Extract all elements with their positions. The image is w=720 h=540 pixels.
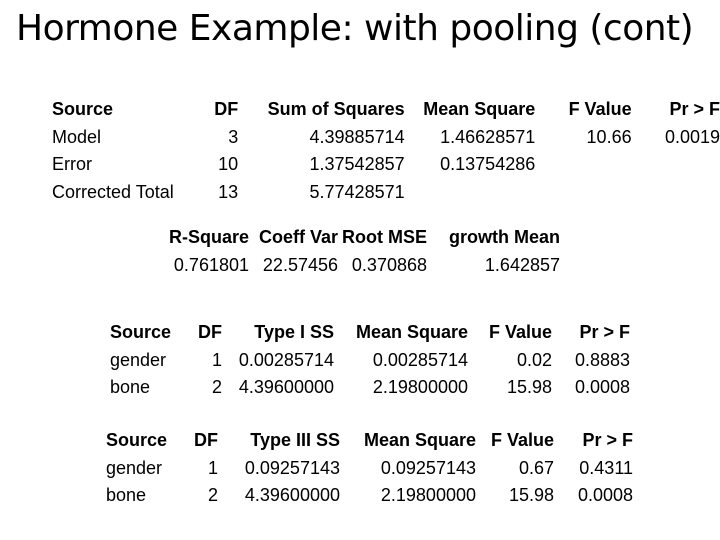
- table-row: [106, 482, 633, 510]
- table-cell: 2.19800000: [372, 377, 468, 398]
- table-cell: 0.0019: [664, 126, 720, 147]
- column-header: R-Square: [168, 227, 249, 248]
- table-cell: 3: [228, 126, 239, 147]
- table-cell: gender: [106, 457, 163, 478]
- table-cell: 0.761801: [173, 254, 249, 275]
- table-header-row: [110, 319, 630, 347]
- table-cell: 4.39600000: [238, 377, 334, 398]
- table-cell: 1: [211, 349, 222, 370]
- column-header: Mean Square: [355, 322, 468, 343]
- table-cell: 2.19800000: [380, 485, 476, 506]
- table-cell: 0.02: [516, 349, 552, 370]
- table-cell: 15.98: [506, 377, 552, 398]
- table-cell: 0.8883: [574, 349, 630, 370]
- table-cell: 10: [218, 154, 239, 175]
- column-header: Type I SS: [254, 322, 334, 343]
- fit-statistics-table: [160, 224, 560, 279]
- table-header-row: [160, 224, 560, 252]
- table-cell: 1.46628571: [440, 126, 536, 147]
- table-cell: 2: [207, 485, 218, 506]
- table-cell: 2: [211, 377, 222, 398]
- column-header: growth Mean: [449, 227, 560, 248]
- anova-table: [52, 96, 720, 206]
- table-cell: Corrected Total: [52, 181, 174, 202]
- column-header: Source: [106, 430, 168, 451]
- table-cell: [632, 179, 720, 207]
- type-iii-ss-table: [106, 427, 633, 510]
- table-cell: 0.67: [518, 457, 554, 478]
- column-header: F Value: [490, 430, 554, 451]
- column-header: Mean Square: [423, 99, 536, 120]
- table-cell: Error: [52, 154, 92, 175]
- column-header: DF: [194, 430, 218, 451]
- column-header: Root MSE: [342, 227, 427, 248]
- table-cell: 1.37542857: [309, 154, 405, 175]
- column-header: DF: [214, 99, 239, 120]
- table-cell: 13: [218, 181, 239, 202]
- table-cell: 22.57456: [262, 254, 338, 275]
- column-header: Pr > F: [579, 322, 630, 343]
- table-cell: bone: [106, 485, 147, 506]
- table-cell: 0.0008: [574, 377, 630, 398]
- table-cell: bone: [110, 377, 151, 398]
- table-cell: 0.09257143: [244, 457, 340, 478]
- column-header: Pr > F: [582, 430, 633, 451]
- table-cell: 0.370868: [351, 254, 427, 275]
- table-cell: 1.642857: [484, 254, 560, 275]
- table-row: [52, 151, 720, 179]
- column-header: Type III SS: [250, 430, 340, 451]
- table-cell: 1: [207, 457, 218, 478]
- column-header: Source: [52, 99, 114, 120]
- table-cell: [405, 179, 536, 207]
- table-cell: 5.77428571: [309, 181, 405, 202]
- column-header: DF: [198, 322, 222, 343]
- table-cell: Model: [52, 126, 102, 147]
- column-header: F Value: [568, 99, 632, 120]
- table-row: [52, 124, 720, 152]
- column-header: Sum of Squares: [267, 99, 405, 120]
- table-header-row: [52, 96, 720, 124]
- table-row: [110, 374, 630, 402]
- table-row: [160, 252, 560, 280]
- table-row: [106, 455, 633, 483]
- column-header: Pr > F: [669, 99, 720, 120]
- table-cell: 0.00285714: [238, 349, 334, 370]
- table-cell: 0.0008: [577, 485, 633, 506]
- table-cell: 4.39600000: [244, 485, 340, 506]
- table-cell: 4.39885714: [309, 126, 405, 147]
- type-i-ss-table: [110, 319, 630, 402]
- column-header: Coeff Var: [258, 227, 338, 248]
- table-cell: 0.4311: [579, 457, 633, 478]
- table-row: [110, 347, 630, 375]
- table-cell: 15.98: [508, 485, 554, 506]
- table-cell: 0.00285714: [372, 349, 468, 370]
- column-header: Mean Square: [363, 430, 476, 451]
- table-header-row: [106, 427, 633, 455]
- table-cell: 0.13754286: [440, 154, 536, 175]
- column-header: F Value: [488, 322, 552, 343]
- slide-title: Hormone Example: with pooling (cont): [16, 8, 694, 49]
- column-header: Source: [110, 322, 172, 343]
- table-cell: 0.09257143: [380, 457, 476, 478]
- table-cell: [535, 179, 631, 207]
- table-row: [52, 179, 720, 207]
- table-cell: gender: [110, 349, 167, 370]
- table-cell: [535, 151, 631, 179]
- table-cell: 10.66: [586, 126, 632, 147]
- table-cell: [632, 151, 720, 179]
